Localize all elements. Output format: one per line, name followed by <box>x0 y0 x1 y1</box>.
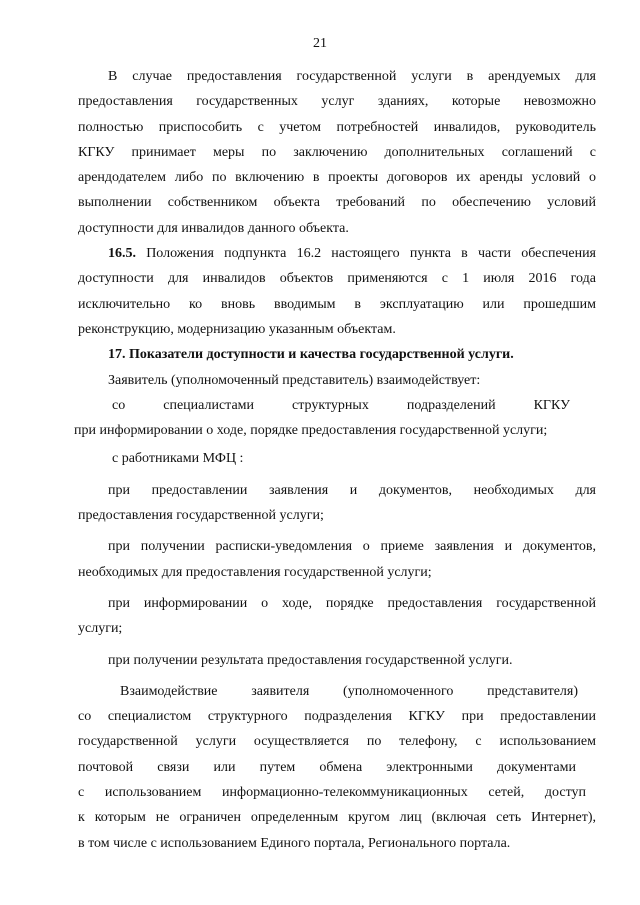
text-line: реконструкцию, модернизацию указанным объектам. <box>78 321 396 337</box>
paragraph-16-5 <box>78 241 596 342</box>
text-line: при информировании о ходе, порядке предоставления государственной услуги; <box>74 423 548 439</box>
text-line: Взаимодействие заявителя (уполномоченного представителя) <box>120 683 578 699</box>
text-line: почтовой связи или путем обмена электронными документами <box>78 759 576 775</box>
list-item <box>78 534 596 585</box>
text-line: предоставления государственных услуг зданиях, которые невозможно <box>78 94 596 110</box>
text-line: полностью приспособить с учетом потребностей инвалидов, руководитель <box>78 119 596 135</box>
section-heading-text: 17. Показатели доступности и качества государственной услуги. <box>108 347 514 363</box>
text-line: КГКУ принимает меры по заключению дополнительных соглашений с <box>78 144 596 160</box>
text-line: при получении расписки-уведомления о приеме заявления и документов, <box>108 539 596 555</box>
text-line: при предоставлении заявления и документов, необходимых для <box>108 482 596 498</box>
list-item <box>78 591 596 642</box>
text-line: арендодателем либо по включению в проекты договоров их аренды условий о <box>78 170 596 186</box>
text-line: доступности для инвалидов объектов применяются с 1 июля 2016 года <box>78 271 596 287</box>
text-line: предоставления государственной услуги; <box>78 508 324 524</box>
text-line: необходимых для предоставления государственной услуги; <box>78 564 432 580</box>
clause-text: Положения подпункта 16.2 настоящего пункта в части обеспечения <box>136 246 596 262</box>
list-item: при получении результата предоставления государственной услуги. <box>108 652 513 668</box>
text-line: Заявитель (уполномоченный представитель) взаимодействует: <box>108 372 481 388</box>
text-line: услуги; <box>78 621 123 637</box>
text-line <box>78 241 596 266</box>
text-line: доступности для инвалидов данного объекта. <box>78 220 349 236</box>
document-body <box>74 64 596 856</box>
paragraph-interaction <box>78 679 596 856</box>
text-line: с использованием информационно-телекоммуникационных сетей, доступ <box>78 785 586 801</box>
text-line: В случае предоставления государственной услуги в арендуемых для <box>108 69 596 84</box>
text-line: со специалистами структурных подразделений КГКУ <box>112 397 570 413</box>
paragraph-lease-buildings <box>78 64 596 241</box>
section-heading <box>78 342 596 367</box>
page-number: 21 <box>313 36 327 51</box>
text-line: в том числе с использованием Единого портала, Регионального портала. <box>78 835 511 851</box>
text-line: при информировании о ходе, порядке предоставления государственной <box>108 595 596 611</box>
text-line: государственной услуги осуществляется по телефону, с использованием <box>78 734 596 750</box>
text-line: исключительно ко вновь вводимым в эксплуатацию или прошедшим <box>78 296 596 312</box>
text-line: выполнении собственником объекта требований по обеспечению условий <box>78 195 596 211</box>
text-line: к которым не ограничен определенным кругом лиц (включая сеть Интернет), <box>78 810 596 826</box>
text-line: с работниками МФЦ : <box>112 451 244 467</box>
clause-number: 16.5. <box>108 246 136 262</box>
list-item <box>78 478 596 529</box>
text-line: со специалистом структурного подразделения КГКУ при предоставлении <box>78 709 596 725</box>
